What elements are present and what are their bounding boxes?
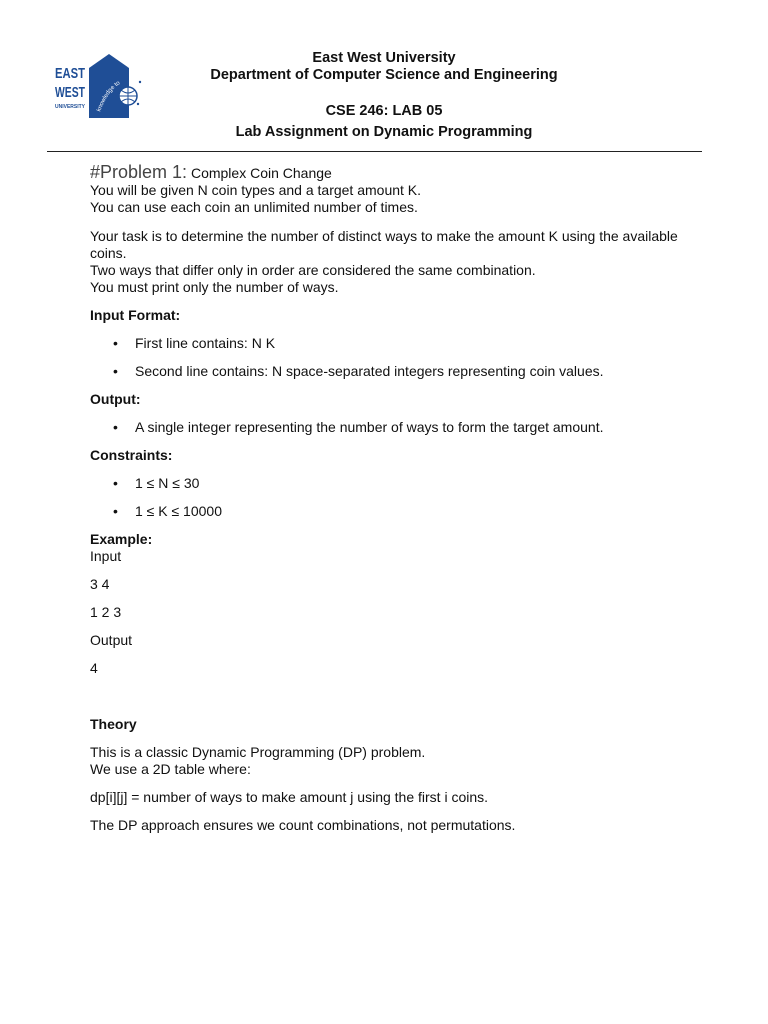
intro-line-2: You can use each coin an unlimited number of times. xyxy=(90,199,418,215)
logo-text-university: UNIVERSITY xyxy=(55,104,86,110)
logo-house-shape xyxy=(89,54,129,118)
logo-text-east: EAST xyxy=(55,65,85,82)
theory-line-4: The DP approach ensures we count combinations, not permutations. xyxy=(90,817,516,833)
example-output-label: Output xyxy=(90,632,133,648)
example-input-line-2: 1 2 3 xyxy=(90,604,122,620)
list-item: • Second line contains: N space-separated integers representing coin values. xyxy=(90,363,690,380)
header-divider xyxy=(47,151,702,152)
list-item: • First line contains: N K xyxy=(90,335,690,352)
input-format-list xyxy=(90,335,690,380)
output-list xyxy=(90,419,690,436)
problem-number: #Problem 1: xyxy=(90,162,188,182)
list-item: • A single integer representing the number of ways to form the target amount. xyxy=(90,419,690,436)
list-item: • 1 ≤ N ≤ 30 xyxy=(90,475,690,492)
example-input-line-1: 3 4 xyxy=(90,576,110,592)
example-heading: Example: xyxy=(90,531,153,547)
department-name: Department of Computer Science and Engineering xyxy=(210,67,558,83)
example-input-label: Input xyxy=(90,548,122,564)
example-output-value: 4 xyxy=(90,660,98,676)
logo-text-west: WEST xyxy=(55,84,85,101)
task-line-3: You must print only the number of ways. xyxy=(90,279,339,295)
task-line-2: Two ways that differ only in order are considered the same combination. xyxy=(90,262,536,278)
constraints-list xyxy=(90,475,690,520)
input-format-heading: Input Format: xyxy=(90,307,181,323)
list-item: • 1 ≤ K ≤ 10000 xyxy=(90,503,690,520)
problem-title: Complex Coin Change xyxy=(190,165,332,181)
course-title: CSE 246: LAB 05 xyxy=(325,103,443,119)
output-heading: Output: xyxy=(90,391,141,407)
constraints-heading: Constraints: xyxy=(90,447,173,463)
problem-heading xyxy=(90,164,690,182)
theory-line-3: dp[i][j] = number of ways to make amount j using the first i coins. xyxy=(90,789,489,805)
theory-line-2: We use a 2D table where: xyxy=(90,761,251,777)
university-logo xyxy=(54,52,146,120)
document-body xyxy=(90,164,690,834)
task-line-1: Your task is to determine the number of distinct ways to make the amount K using the available coins. xyxy=(90,228,678,261)
theory-line-1: This is a classic Dynamic Programming (DP) problem. xyxy=(90,744,426,760)
intro-line-1: You will be given N coin types and a target amount K. xyxy=(90,182,422,198)
logo-arc-text: knowledge to xyxy=(96,80,122,113)
theory-heading: Theory xyxy=(90,716,137,732)
assignment-title: Lab Assignment on Dynamic Programming xyxy=(235,124,533,140)
university-name: East West University xyxy=(312,50,456,66)
